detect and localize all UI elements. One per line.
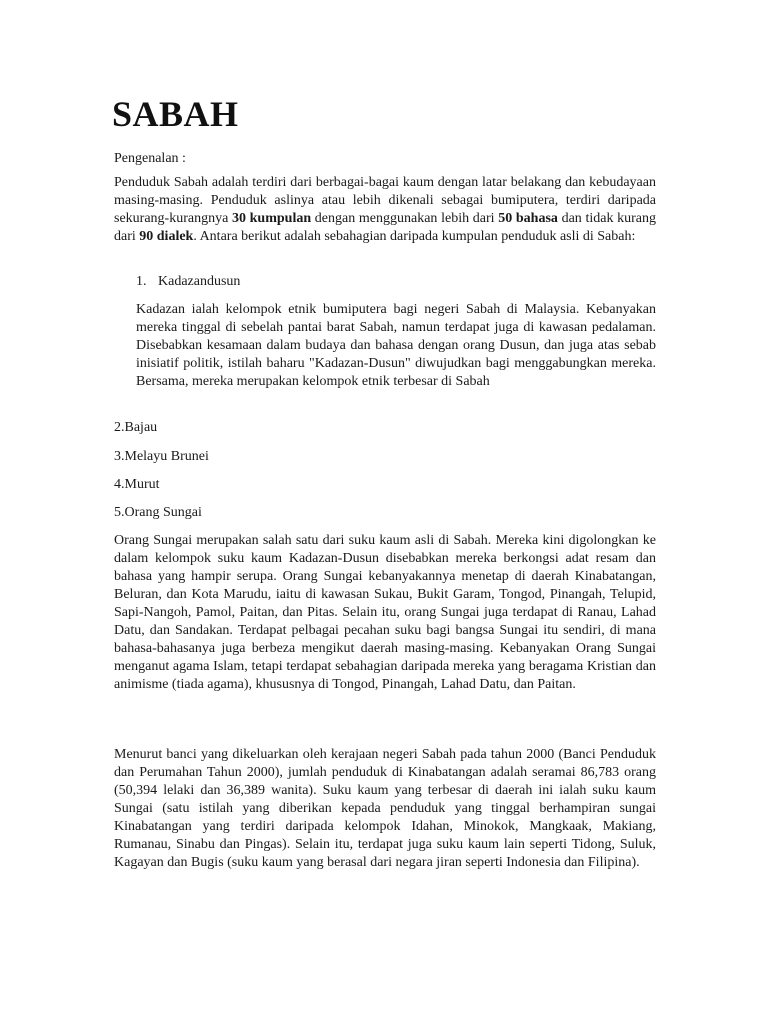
intro-bold-bahasa: 50 bahasa [498,211,558,226]
list-item-orang-sungai: 5.Orang Sungai [114,505,202,520]
intro-label: Pengenalan : [114,151,186,166]
intro-text-3: dan tidak kurang dari [114,211,657,244]
orang-sungai-paragraph: Orang Sungai merupakan salah satu dari suku kaum asli di Sabah. Mereka kini digolongkan ke dalam kelompok suku kaum Kadazan-Dusun disebabkan mereka berkongsi adat resam dan bahasa yang hampir serupa. Orang Sungai kebanyakannya menetap di daerah Kinabatangan, Beluran, dan Kota Marudu, iaitu di kawasan Sukau, Bukit Garam, Tongod, Pinangah, Telupid, Sapi-Nangoh, Pamol, Paitan, dan Pitas. Selain itu, orang Sungai juga terdapat di Ranau, Lahad Datu, dan Sandakan. Terdapat pelbagai pecahan suku bagi bangsa Sungai itu sendiri, di mana bahasa-bahasanya juga berbeza mengikut daerah masing-masing. Kebanyakan Orang Sungai menganut agama Islam, tetapi terdapat sebahagian daripada mereka yang beragama Kristian dan animisme (tiada agama), khususnya di Tongod, Pinangah, Lahad Datu, dan Paitan. [114,533,656,692]
intro-text-2: dengan menggunakan lebih dari [311,211,499,226]
intro-bold-kumpulan: 30 kumpulan [231,211,312,226]
intro-text-4: . Antara berikut adalah sebahagian daripada kumpulan penduduk asli di Sabah: [193,229,636,244]
list-item-bajau: 2.Bajau [114,420,158,435]
list-item-label: Kadazandusun [158,274,241,289]
document-title: SABAH [112,94,239,134]
list-item-number: 1. [136,274,147,289]
intro-paragraph [114,174,656,246]
list-item-murut: 4.Murut [114,477,160,492]
list-item-melayu-brunei: 3.Melayu Brunei [114,449,209,464]
kadazan-paragraph: Kadazan ialah kelompok etnik bumiputera bagi negeri Sabah di Malaysia. Kebanyakan mereka tinggal di sebelah pantai barat Sabah, namun terdapat juga di kawasan pedalaman. Disebabkan kesamaan dalam budaya dan bahasa dengan orang Dusun, dan juga atas sebab inisiatif politik, istilah baharu "Kadazan-Dusun" diwujudkan bagi menggabungkan mereka. Bersama, mereka merupakan kelompok etnik terbesar di Sabah [136,302,656,389]
census-paragraph: Menurut banci yang dikeluarkan oleh kerajaan negeri Sabah pada tahun 2000 (Banci Penduduk dan Perumahan Tahun 2000), jumlah penduduk di Kinabatangan adalah seramai 86,783 orang (50,394 lelaki dan 36,389 wanita). Suku kaum yang terbesar di daerah ini ialah suku kaum Sungai (satu istilah yang diberikan kepada penduduk yang tinggal berhampiran sungai Kinabatangan yang terdiri daripada kelompok Idahan, Minokok, Mangkaak, Makiang, Rumanau, Sinabu dan Pingas). Selain itu, terdapat juga suku kaum lain seperti Tidong, Suluk, Kagayan dan Bugis (suku kaum yang berasal dari negara jiran seperti Indonesia dan Filipina). [114,747,656,870]
intro-bold-dialek: 90 dialek [139,229,194,244]
intro-text-1: Penduduk Sabah adalah terdiri dari berbagai-bagai kaum dengan latar belakang dan kebudayaan masing-masing. Penduduk aslinya atau lebih dikenali sebagai bumiputera, terdiri daripada sekurang-kurangnya [114,175,656,226]
list-item-kadazandusun [136,273,656,291]
